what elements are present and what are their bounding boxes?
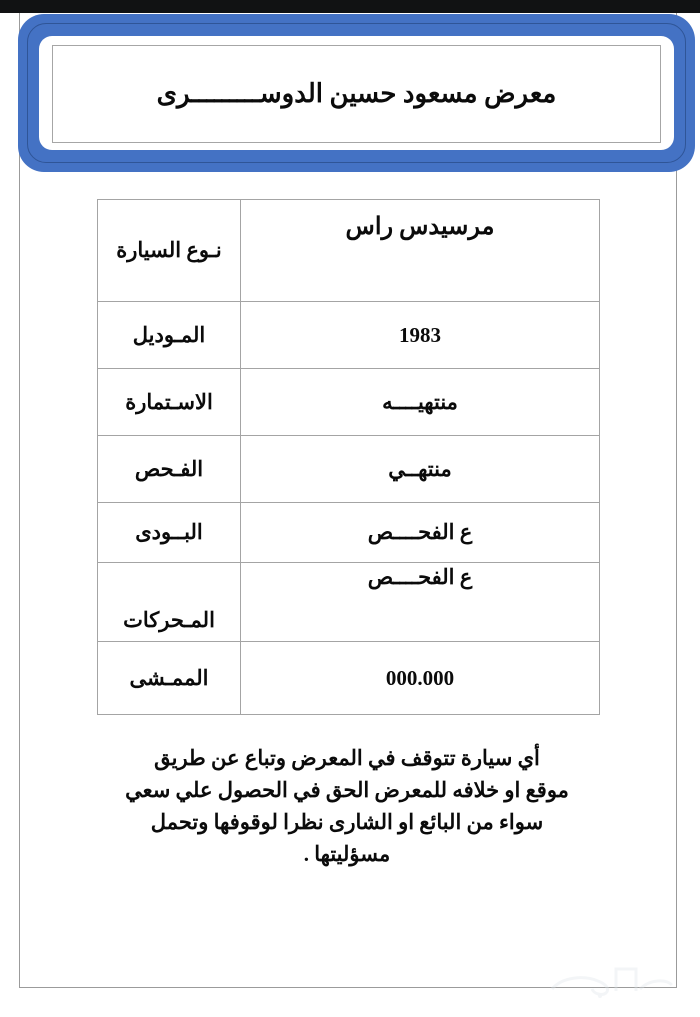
table-cell-value xyxy=(241,302,600,369)
notice-line: أي سيارة تتوقف في المعرض وتباع عن طريق xyxy=(154,746,540,770)
header-banner xyxy=(18,14,695,172)
table-row xyxy=(98,369,600,436)
table-cell-value xyxy=(241,436,600,503)
table-row xyxy=(98,503,600,563)
spec-value-inspection: منتهــي xyxy=(388,456,452,481)
spec-label-engines: المـحركات xyxy=(123,608,215,632)
header-title-box xyxy=(52,45,661,143)
table-cell-value xyxy=(241,369,600,436)
table-row xyxy=(98,642,600,715)
table-cell-label xyxy=(98,302,241,369)
table-cell-label xyxy=(98,503,241,563)
spec-value-registration: منتهيــــه xyxy=(382,389,458,414)
disclaimer-notice xyxy=(97,742,597,870)
table-cell-label xyxy=(98,200,241,302)
spec-value-model-year: 1983 xyxy=(399,322,441,347)
table-row xyxy=(98,200,600,302)
table-row xyxy=(98,302,600,369)
table-row xyxy=(98,436,600,503)
vehicle-spec-table xyxy=(97,199,600,715)
table-cell-label xyxy=(98,436,241,503)
spec-label-registration: الاسـتمارة xyxy=(125,389,213,414)
spec-label-car-type: نـوع السيارة xyxy=(116,238,222,262)
notice-line: مسؤليتها . xyxy=(303,842,391,866)
spec-value-engines: ع الفحــــص xyxy=(367,565,473,589)
spec-label-mileage: الممـشى xyxy=(129,665,209,690)
table-cell-value xyxy=(241,642,600,715)
table-cell-label xyxy=(98,563,241,642)
spec-label-inspection: الفـحص xyxy=(134,456,204,481)
notice-line: موقع او خلافه للمعرض الحق في الحصول علي سعي xyxy=(125,778,569,802)
vehicle-spec-table-body xyxy=(98,200,600,715)
notice-line: سواء من البائع او الشارى نظرا لوقوفها وتحمل xyxy=(150,810,544,834)
table-cell-value xyxy=(241,563,600,642)
table-cell-value xyxy=(241,503,600,563)
spec-value-mileage: 000.000 xyxy=(385,665,455,690)
page-title: معرض مسعود حسين الدوســـــــــرى xyxy=(156,79,557,108)
header-white-card xyxy=(39,36,674,150)
top-black-bar xyxy=(0,0,700,13)
table-cell-label xyxy=(98,642,241,715)
table-cell-value xyxy=(241,200,600,302)
spec-label-model-year: المـوديل xyxy=(132,322,206,347)
spec-value-body: ع الفحــــص xyxy=(367,520,473,544)
table-row xyxy=(98,563,600,642)
spec-value-car-type: مرسيدس راس xyxy=(345,214,495,240)
spec-label-body: البــودى xyxy=(135,520,203,544)
table-cell-label xyxy=(98,369,241,436)
